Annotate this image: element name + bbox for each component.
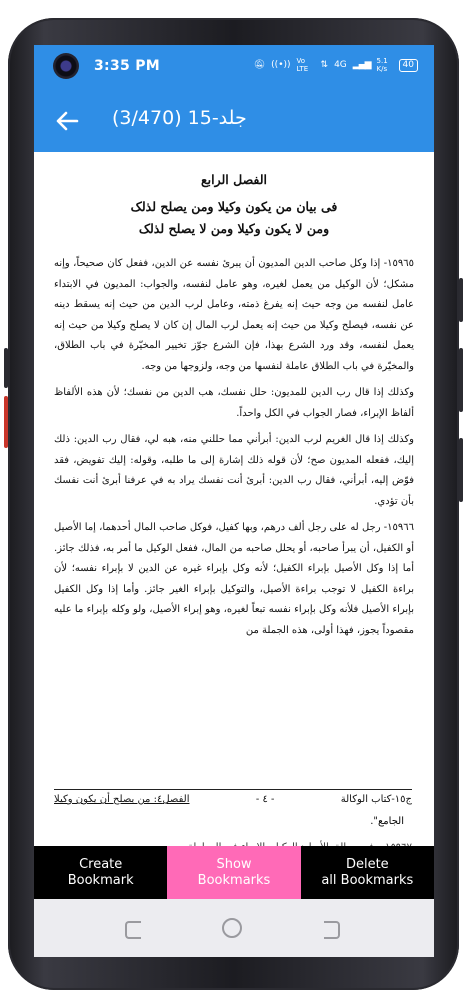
battery-icon: 40 [399, 59, 418, 72]
nav-back-icon[interactable] [125, 921, 141, 939]
paragraph: وكذلك إذا قال رب الدين للمديون: حلل نفسك، هب الدين من نفسك؛ لأن هذه الألفاظ ألفاظ الإبراء، فصار الجواب في الكل واحداً. [54, 387, 414, 419]
screen [34, 45, 434, 957]
show-bookmarks-label-2: Bookmarks [197, 872, 271, 888]
network-type: 4G [334, 60, 347, 70]
page-text [54, 170, 414, 641]
app-bar [34, 90, 434, 152]
footer-note: الجامع". [370, 816, 404, 827]
delete-bookmarks-label-2: all Bookmarks [321, 872, 414, 888]
volume-down-button [459, 348, 463, 412]
status-icons [254, 57, 418, 73]
chapter-subheading-1: فی بیان من یکون وکیلا ومن یصلح لذلک [130, 199, 338, 214]
paragraph: ١٥٩٦٦- رجل له على رجل ألف درهم، وبها كفيل، فوكل صاحب المال أحدهما، إما الأصيل أو الكفيل، أن يبرأ صاحبه، أو يحلل صاحبه من المال، ففعل الوكيل ما أمر به، فذلك جائز. أما إذا وكل الأصيل بإبراء الكفيل؛ لأنه وكل بإبراء غيره عن الدين لا بإبراء نفسه؛ لأن براءة الكفيل لا توجب براءة الأصيل، والتوكيل بإبراء الغير جائز. وأما إذا وكل الكفيل بإبراء الأصيل فلأنه وكل بإبراء نفسه تبعاً لغيره، وهو إبراء الأصيل، ولو وكله بإبراء ما عليه مقصوداً يجوز، فهذا أولى، هذه الجملة من [54, 522, 414, 636]
side-button-red [4, 396, 8, 448]
create-bookmark-label-2: Bookmark [67, 872, 134, 888]
back-arrow-icon[interactable] [50, 104, 84, 138]
show-bookmarks-label-1: Show [216, 856, 252, 872]
show-bookmarks-button[interactable] [167, 846, 300, 899]
status-time: 3:35 PM [94, 58, 160, 74]
page-title: جلد-15 (3/470) [112, 107, 247, 129]
volte-icon: Vo LTE [296, 57, 309, 73]
nav-home-icon[interactable] [222, 918, 242, 938]
power-button [459, 438, 463, 502]
footer-page-number: - ٤ - [255, 794, 275, 805]
footer-chapter: الفصل٤: من يصلح أن يكون وكيلا [54, 794, 190, 805]
paragraph: وكذلك إذا قال الغريم لرب الدين: أبرأني مما حللني منه، هبه لي، فقال رب الدين: ذلك إليك، ففعله المديون صح؛ لأن قوله ذلك إشارة إلى ما طلبه، وقوله: إليك تفويض، فقد فوّض إليه، أبرأني، فقال رب الدين: أبرئ أنت نفسك يراد به في عرفنا أبرئ أنت نفسك بأن تؤدي. [54, 434, 414, 507]
system-nav-bar [34, 899, 434, 957]
volume-up-button [459, 278, 463, 322]
paragraph: ١٥٩٦٥- إذا وكل صاحب الدين المديون أن يبرئ نفسه عن الدين، ففعل كان صحيحاً، وإنه مشكل؛ لأن الوكيل من يعمل لغيره، وهو عامل لنفسه، والجواب: المديون في الابتداء عامل لنفسه من وجه حيث إنه يفرغ ذمته، وعامل لرب الدين من حيث إنه يسقط دينه عن نفسه، فيصلح وكيلا من حيث إنه يعمل لرب المال إن كان لا يصلح وكيلا من حيث إنه يعمل لنفسه، وقد ورد الشرع بهذا، فإن الشرع جوّز تخيير المخيّرة في باب الطلاق، والمخيّرة في باب الطلاق عاملة لنفسها من وجه، ولزوجها من وجه. [54, 258, 414, 372]
footer-divider [54, 789, 412, 790]
delete-bookmarks-label-1: Delete [345, 856, 389, 872]
side-button [4, 348, 8, 388]
status-bar [34, 45, 434, 90]
page-footer [54, 794, 412, 805]
speed-readout: 5.1 K/s [376, 57, 388, 73]
create-bookmark-label-1: Create [79, 856, 123, 872]
create-bookmark-button[interactable] [34, 846, 167, 899]
bottom-action-bar [34, 846, 434, 899]
signal-icon: ▂▄▆ [352, 60, 371, 70]
chapter-heading: الفصل الرابع [200, 172, 268, 187]
nav-recent-icon[interactable] [324, 921, 340, 939]
camera-icon [53, 53, 79, 79]
book-page[interactable] [34, 152, 434, 846]
chapter-subheading-2: ومن لا یکون وکیلا ومن لا یصلح لذلک [138, 221, 330, 236]
mute-icon: 🔕︎ [253, 60, 266, 70]
hotspot-icon: ((•)) [271, 60, 291, 70]
data-arrows-icon: ⇅ [320, 60, 329, 70]
footer-volume: ج١٥-كتاب الوكالة [340, 794, 412, 805]
delete-all-bookmarks-button[interactable] [301, 846, 434, 899]
